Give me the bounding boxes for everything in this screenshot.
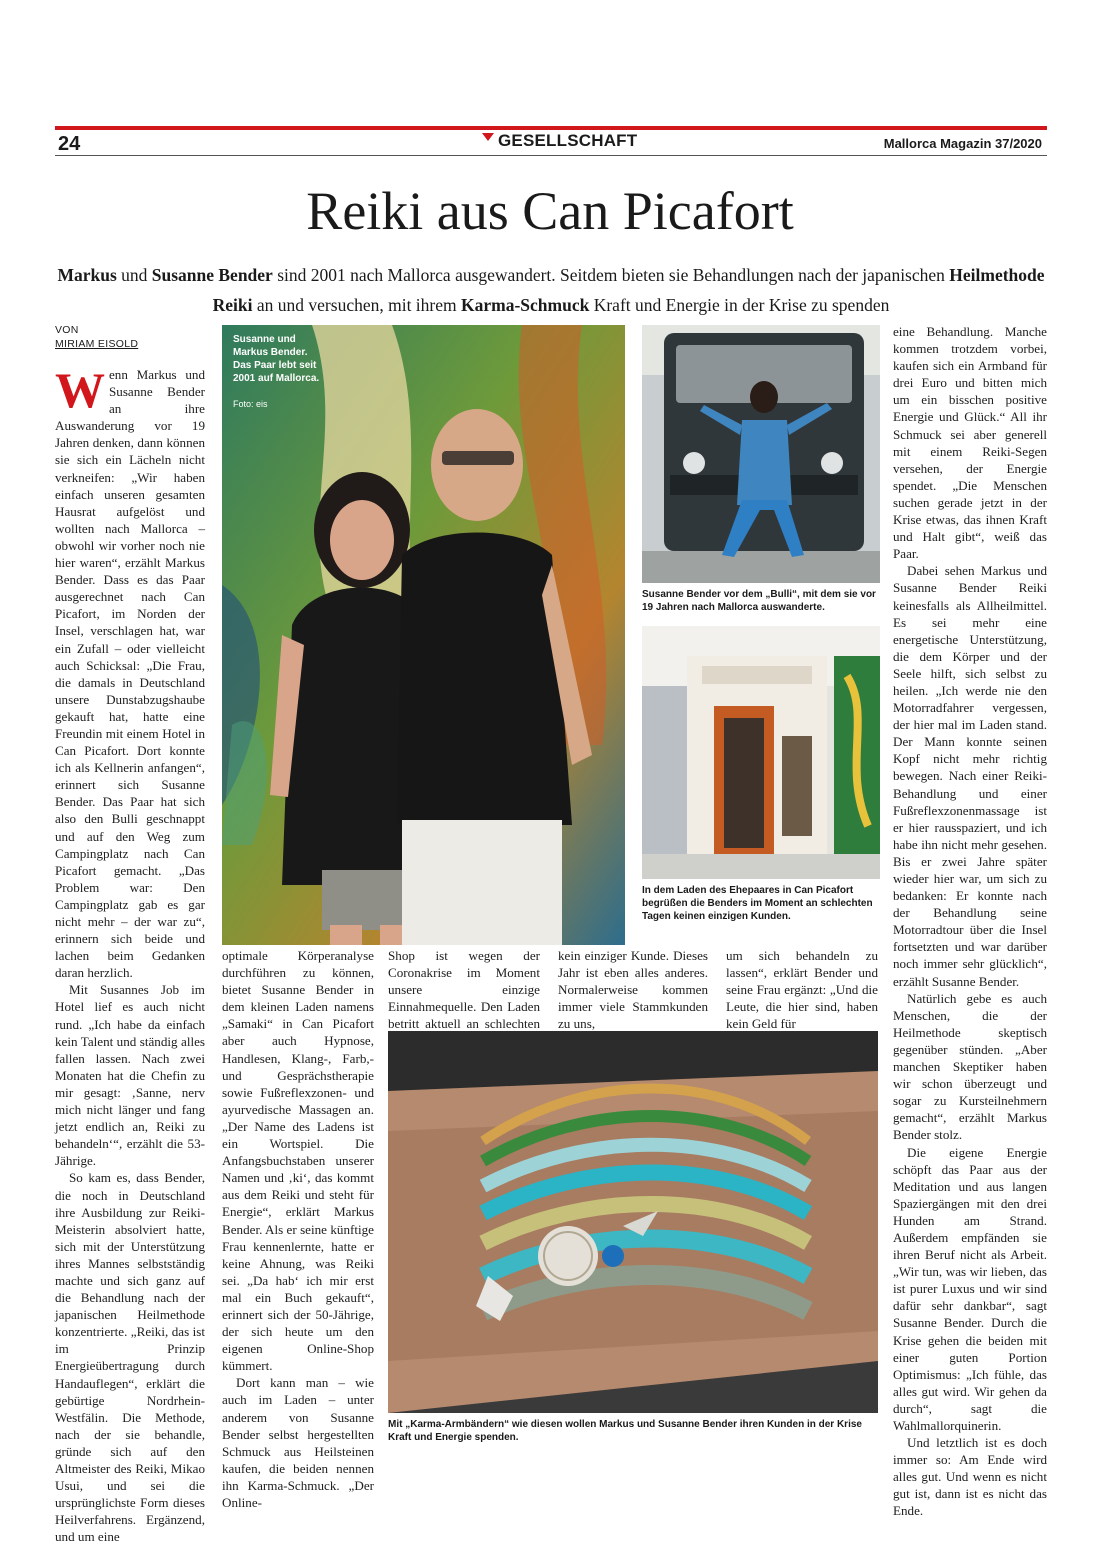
couple-caption: Susanne und Markus Bender. Das Paar lebt seit 2001 auf Mallorca. [233,334,320,384]
couple-credit: Foto: eis [233,399,268,409]
lead-text-3: an und versuchen, mit ihrem [252,295,462,315]
issue-label: Mallorca Magazin 37/2020 [883,136,1042,151]
bracelet-photo [388,1031,878,1413]
bulli-photo-image [642,325,880,583]
dropcap: W [55,362,105,418]
couple-photo-image [222,325,625,945]
paragraph: Die eigene Energie schöpft das Paar aus der Meditation und aus langen Spaziergängen mit den drei Hunden am Strand. Außerdem empfänden sie ihren Beruf nicht als Arbeit. „Wir tun, was wir lieben, das ist purer Luxus und wir sind dafür sehr dankbar“, sagt Susanne Bender. Durch die Krise gehen die beiden mit einer guten Portion Optimismus: „Ich fühle, das alles gut wird. Wir gehen da durch“, sagt die Wahlmallorquinerin. [893,1144,1047,1433]
bulli-caption: Susanne Bender vor dem „Bulli“, mit dem sie vor 19 Jahren nach Mallorca auswanderte. [642,589,876,613]
lead-term-2: Karma-Schmuck [461,295,590,315]
bracelet-photo-image [388,1031,878,1413]
text-column-4 [558,947,708,1032]
article-title: Reiki aus Can Picafort [306,181,794,241]
paragraph: optimale Körperanalyse durchführen zu können, bietet Susanne Bender in dem kleinen Laden namens „Samaki“ in Can Picafort aber auch Hypnose, Handlesen, Klang-, Farb,- und Gesprächstherapie sowie Fußreflexzonen- und ayurvedische Massagen an. „Der Name des Ladens ist ein Wortspiel. Die Anfangsbuchstaben unserer Namen und ‚ki‘, das kommt aus dem Reiki und steht für Energie“, erklärt Markus Bender. Als er seine künftige Frau kennenlernte, hatte er keine Ahnung, was Reiki sei. „Da hab‘ ich mir erst mal ein Buch gekauft“, erinnert sich der 50-Jährige, der sich heute um den eigenen Online-Shop kümmert. [222,948,374,1374]
text-column-5 [726,947,878,1032]
paragraph: So kam es, dass Bender, die noch in Deutschland ihre Ausbildung zur Reiki-Meisterin absolviert hatte, sich mit der Unterstützung ihres Mannes selbstständig machte und sich ganz auf die Behandlung nach der japanischen Heilmethode konzentrierte. „Reiki, das ist im Prinzip Energieübertragung durch Handauflegen“, erklärt die gebürtige Nordrhein-Westfälin. Die Methode, nach der sie behandle, gründe sich auf den Altmeister des Reiki, Mikao Usui, und sei die ursprünglichste Form dieses Heilverfahrens. Ergänzend, und um eine [55,1170,205,1545]
lead-name-2: Susanne Bender [151,265,273,285]
text-column-6 [893,323,1047,1520]
byline-author: MIRIAM EISOLD [55,338,139,350]
article-lead [55,260,1047,320]
text-column-1 [55,362,205,1545]
text-column-2 [222,947,374,1511]
lead-name-1: Markus [57,265,117,285]
lead-text-2: sind 2001 nach Mallorca ausgewandert. Seitdem bieten sie Behandlungen nach der japanischen [272,265,950,285]
paragraph: eine Behandlung. Manche kommen trotzdem vorbei, kaufen sich ein Armband für drei Euro und bitten mich um ein bisschen positive Energie und Glück.“ All ihr Schmuck sei aber generell mit einem Reiki-Segen versehen, der Energie spendet. „Die Menschen suchen gerade jetzt in der Krise etwas, das ihnen Kraft und Halt gibt“, weiß das Paar. [893,324,1047,562]
shop-photo-image [642,626,880,879]
paragraph [55,362,205,981]
lead-text-1: und [116,265,152,285]
paragraph: kein einziger Kunde. Dieses Jahr ist eben alles anderes. Normalerweise kommen immer viele Stammkunden zu uns, [558,948,708,1032]
lead-term-1: Heilmethode Reiki [212,265,1045,315]
paragraph-text: enn Markus und Susanne Bender an ihre Auswanderung vor 19 Jahren denken, dann können sie sich ein Lächeln nicht verkneifen: „Wir haben einfach unseren gesamten Hausrat aufgelöst und wollten nach Mallorca – obwohl wir vorher noch nie hier waren“, erzählt Markus Bender. Dass es das Paar ausgerechnet nach Can Picafort, im Norden der Insel, verschlagen hat, war ein Zufall – oder vielleicht auch Schicksal: „Die Frau, die damals in Deutschland unsere Dunstabzugshaube gekauft hat, hatte eine Freundin mit einem Hotel in Can Picafort. Dort konnte ich als Kellnerin anfangen“, erinnert sich Susanne Bender. Das Paar hat sich also den Bulli geschnappt und auf den Weg zum Campingplatz nach Can Picafort gemacht. „Das Problem war: Den Campingplatz gab es gar nicht mehr – der war zu“, erinnern sich beide und lachen beim Gedanken daran herzlich. [55,367,205,981]
paragraph: Dabei sehen Markus und Susanne Bender Reiki keinesfalls als Allheilmittel. Es sei mehr eine energetische Unterstützung, die dem Körper und der Seele hilft, sich selbst zu heilen. „Ich werde nie den Motorradfahrer vergessen, der hier mal im Laden stand. Der Mann konnte seinen Kopf nicht mehr richtig bewegen. Nach einer Reiki-Behandlung und einer Fußreflexzonenmassage ist er hier rausspaziert, und ich habe ihn nicht mehr gesehen. Bis er zwei Jahre später wieder hier war, um sich zu bedanken: Er konnte nach der Behandlung seine Motorradtour über die Insel fortsetzten und war darüber noch immer sehr glücklich“, erzählt Susanne Bender. [893,563,1047,989]
bracelet-caption: Mit „Karma-Armbändern“ wie diesen wollen Markus und Susanne Bender ihren Kunden in der Krise Kraft und Energie spenden. [388,1419,862,1443]
shop-caption: In dem Laden des Ehepaares in Can Picafort begrüßen die Benders im Moment an schlechten Tagen keinen einzigen Kunden. [642,885,873,922]
section-label: GESELLSCHAFT [498,131,638,150]
byline-von: VON [55,324,79,336]
paragraph: Dort kann man – wie auch im Laden – unter anderem von Susanne Bender selbst hergestellten Schmuck aus Heilsteinen kaufen, die beiden nennen ihn Karma-Schmuck. „Der Online- [222,1375,374,1510]
section-marker-icon [482,133,494,141]
paragraph: Mit Susannes Job im Hotel lief es auch nicht rund. „Ich habe da einfach kein Talent und ständig alles fallen lassen. Nach zwei Monaten hat die Chefin zu mir gesagt: ‚Sanne, nerv mich nicht länger und fang jetzt endlich an, Reiki zu behandeln‘“, erzählt die 53-Jährige. [55,982,205,1169]
paragraph: Natürlich gebe es auch Menschen, die der Heilmethode skeptisch gegenüber stünden. „Aber manchen Skeptiker haben wir schon überzeugt und sogar zu Kursteilnehmern gemacht“, erzählt Markus Bender stolz. [893,990,1047,1143]
page-number: 24 [58,133,81,155]
header-rule [55,126,1047,130]
paragraph: um sich behandeln zu lassen“, erklärt Bender und seine Frau ergänzt: „Und die Leute, die hier sind, haben kein Geld für [726,948,878,1032]
lead-text-4: Kraft und Energie in der Krise zu spenden [589,295,890,315]
paragraph: Und letztlich ist es doch immer so: Am Ende wird alles gut. Und wenn es nicht gut ist, dann ist es nicht das Ende. [893,1435,1047,1519]
header-underline [55,155,1047,156]
shop-photo [642,626,880,879]
byline [55,323,138,351]
couple-photo [222,325,625,945]
bulli-photo [642,325,880,583]
paragraph: Shop ist wegen der Coronakrise im Moment unsere einzige Einnahmequelle. Den Laden betritt aktuell an schlechten [388,948,540,1032]
